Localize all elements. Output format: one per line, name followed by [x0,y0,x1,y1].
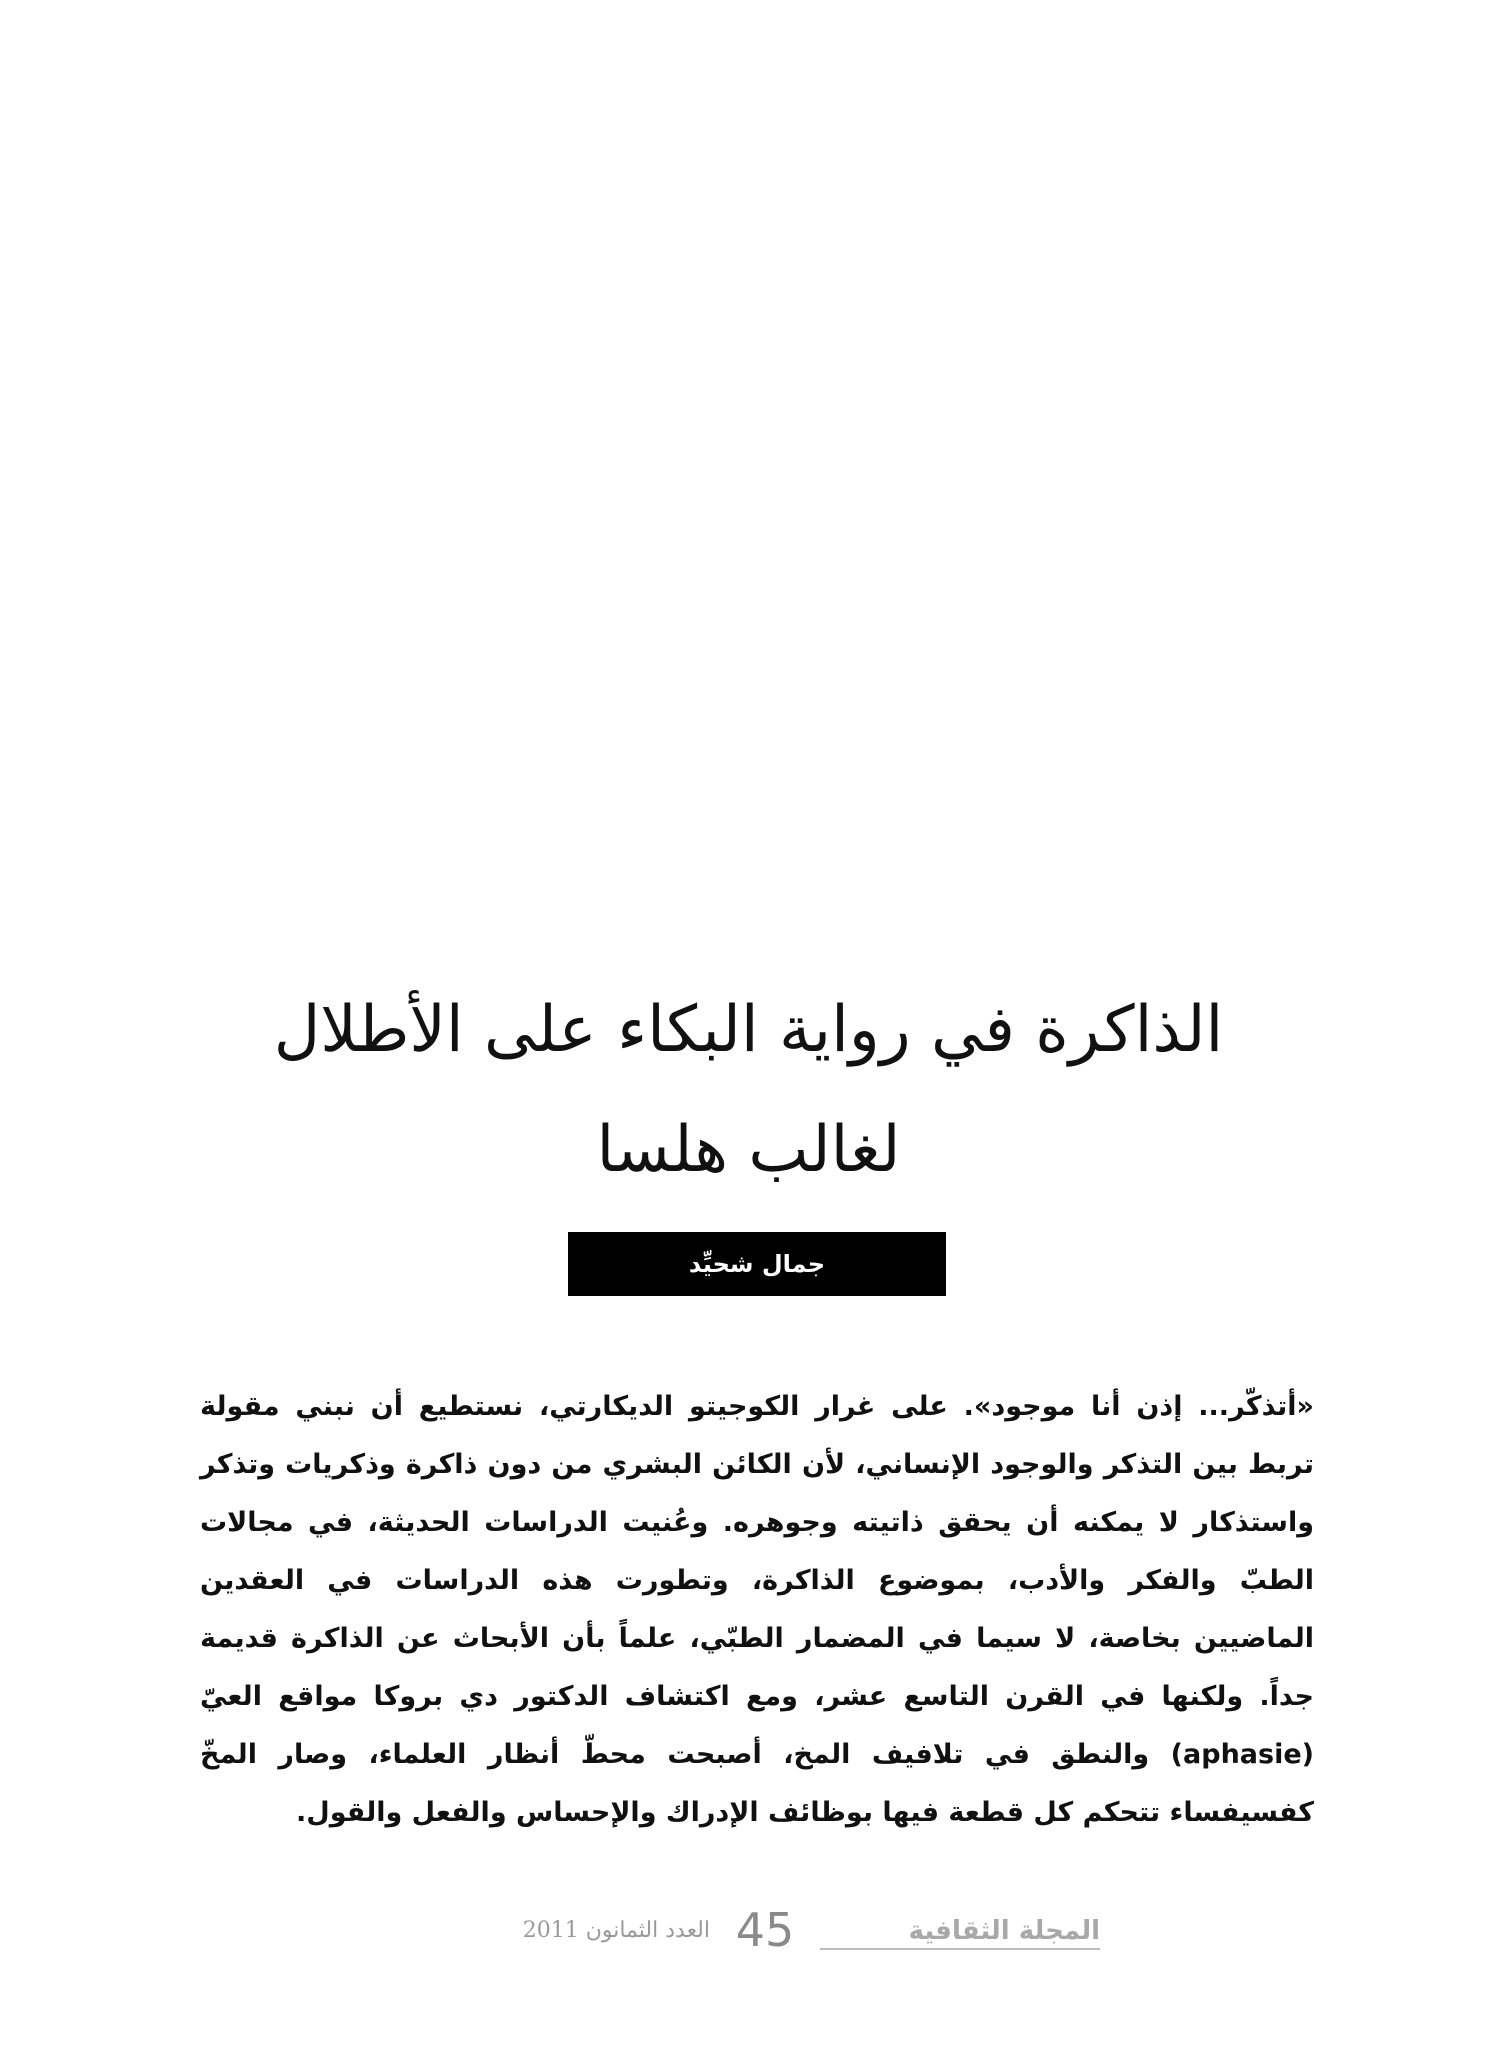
issue-label: العدد الثمانون 2011 [522,1918,710,1943]
author-name: جمال شحيِّد [688,1250,826,1278]
magazine-name: المجلة الثقافية [820,1914,1100,1950]
page-footer [420,1900,1100,1960]
author-badge [568,1232,946,1296]
article-title-line-1: الذاكرة في رواية البكاء على الأطلال [273,993,1224,1067]
article-title-line-2: لغالب هلسا [596,1113,901,1187]
article-body: «أتذكّر... إذن أنا موجود». على غرار الكوجيتو الديكارتي، نستطيع أن نبني مقولة تربط بين التذكر والوجود الإنساني، لأن الكائن البشري من دون ذاكرة وذكريات وتذكر واستذكار لا يمكنه أن يحقق ذاتيته وجوهره. وعُنيت الدراسات الحديثة، في مجالات الطبّ والفكر والأدب، بموضوع الذاكرة، وتطورت هذه الدراسات في العقدين الماضيين بخاصة، لا سيما في المضمار الطبّي، علماً بأن الأبحاث عن الذاكرة قديمة جداً. ولكنها في القرن التاسع عشر، ومع اكتشاف الدكتور دي بروكا مواقع العيّ (aphasie) والنطق في تلافيف المخ، أصبحت محطّ أنظار العلماء، وصار المخّ كفسيفساء تتحكم كل قطعة فيها بوظائف الإدراك والإحساس والفعل والقول. [200,1391,1314,1828]
page-number: 45 [735,1903,795,1957]
